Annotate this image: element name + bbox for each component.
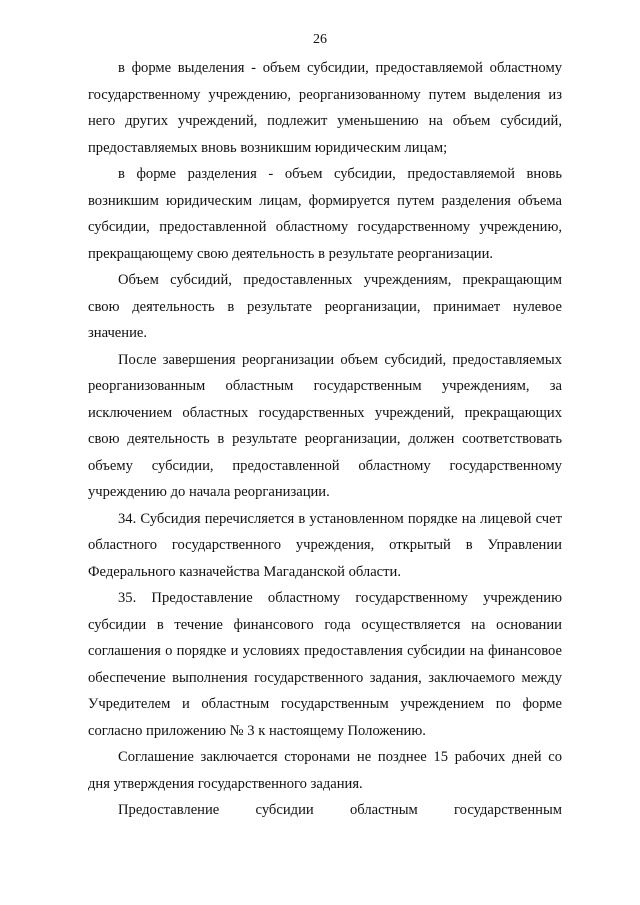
- paragraph-subsidy-continued: Предоставление субсидии областным государственным: [118, 802, 562, 818]
- paragraph-division-form: в форме разделения - объем субсидии, предоставляемой вновь возникшим юридическим лицам, формируется путем разделения объема субсидии, предоставленной областному государственному учреждению, прекращающему свою деятельность в результате реорганизации.: [88, 166, 562, 262]
- paragraph-34: 34. Субсидия перечисляется в установленном порядке на лицевой счет областного государственного учреждения, открытый в Управлении Федерального казначейства Магаданской области.: [88, 510, 562, 580]
- paragraph-after-reorganization: После завершения реорганизации объем субсидий, предоставляемых реорганизованным областным государственным учреждениям, за исключением областных государственных учреждений, прекращающих свою деятельность в результате реорганизации, должен соответствовать объему субсидии, предоставленной областному государственному учреждению до начала реорганизации.: [88, 351, 562, 500]
- page-number: 26: [313, 32, 327, 47]
- paragraph-zero-value: Объем субсидий, предоставленных учреждениям, прекращающим свою деятельность в результате реорганизации, принимает нулевое значение.: [88, 272, 562, 341]
- document-body: [88, 55, 562, 824]
- paragraph-35: 35. Предоставление областному государственному учреждению субсидии в течение финансового года осуществляется на основании соглашения о порядке и условиях предоставления субсидии на финансовое обеспечение выполнения государственного задания, заключаемого между Учредителем и областным государственным учреждением по форме согласно приложению № 3 к настоящему Положению.: [88, 590, 562, 739]
- paragraph-allocation-form: в форме выделения - объем субсидии, предоставляемой областному государственному учреждению, реорганизованному путем выделения из него других учреждений, подлежит уменьшению на объем субсидий, предоставляемых вновь возникшим юридическим лицам;: [88, 60, 562, 156]
- paragraph-agreement-term: Соглашение заключается сторонами не позднее 15 рабочих дней со дня утверждения государственного задания.: [88, 749, 562, 792]
